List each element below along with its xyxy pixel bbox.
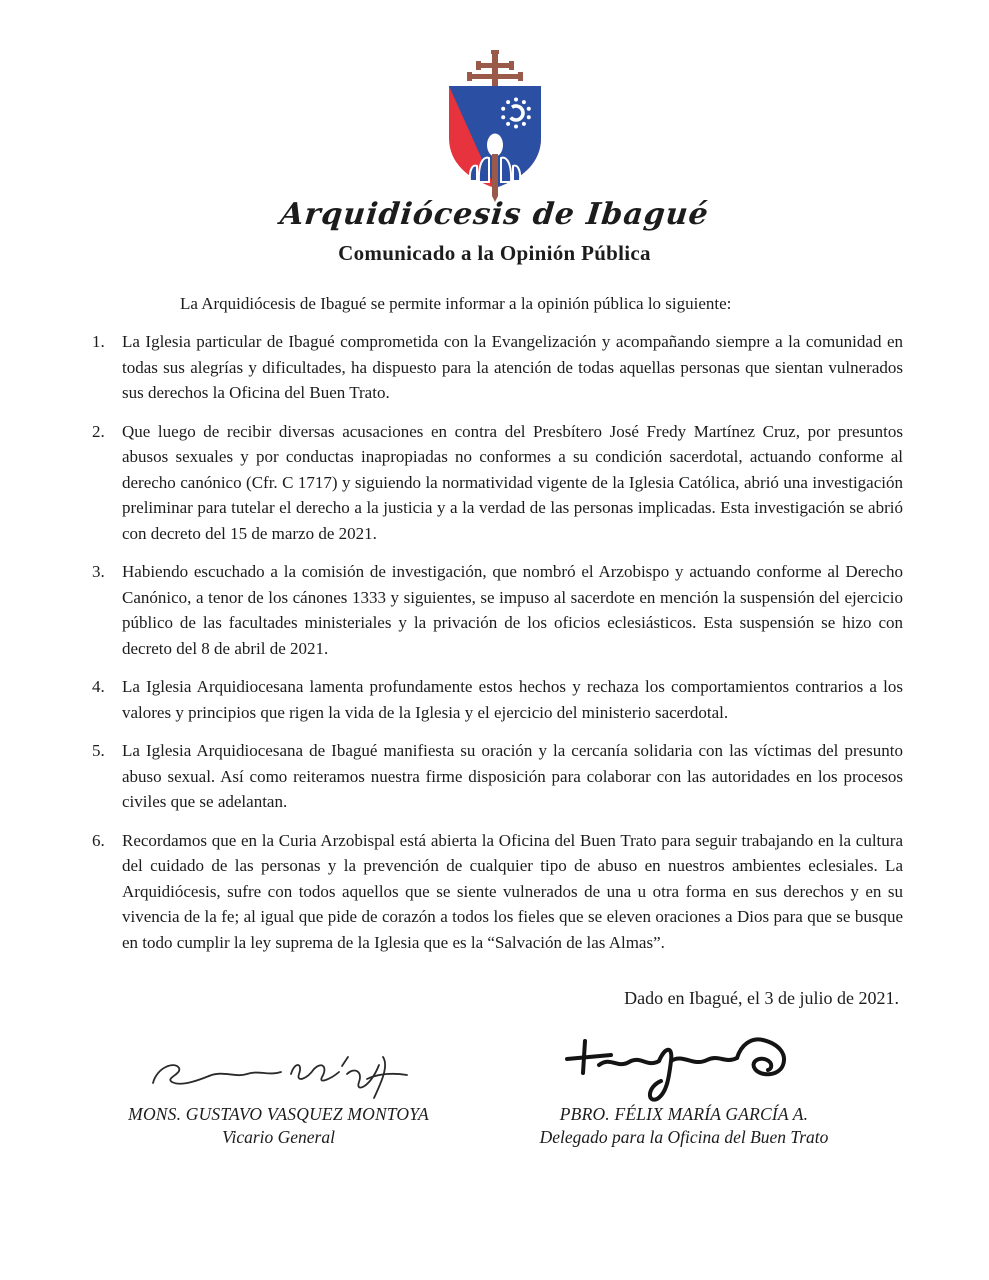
list-item <box>92 419 903 547</box>
numbered-list <box>92 329 903 955</box>
item-text: La Iglesia Arquidiocesana de Ibagué manifiesta su oración y la cercanía solidaria con las víctimas del presunto abuso sexual. Así como reiteramos nuestra firme disposición para colaborar con las autoridades en los procesos civiles que se adelantan. <box>122 741 903 811</box>
signature-block-delegado <box>465 1029 903 1149</box>
signer-role: Delegado para la Oficina del Buen Trato <box>539 1127 829 1147</box>
list-item <box>92 559 903 661</box>
item-text: La Iglesia Arquidiocesana lamenta profundamente estos hechos y rechaza los comportamientos contrarios a los valores y principios que rigen la vida de la Iglesia y el ejercicio del ministerio sacerdotal. <box>122 677 903 722</box>
signature-block-vicario <box>92 1051 465 1149</box>
archdiocese-crest-icon <box>432 50 558 202</box>
item-number: 4. <box>92 677 105 696</box>
handwritten-signature-icon <box>139 1051 419 1103</box>
signer-name: PBRO. FÉLIX MARÍA GARCÍA A. <box>559 1104 809 1124</box>
patriarchal-cross-icon <box>467 50 523 86</box>
signature-left <box>92 1051 465 1103</box>
dateline: Dado en Ibagué, el 3 de julio de 2021. <box>624 988 899 1008</box>
signer-name: MONS. GUSTAVO VASQUEZ MONTOYA <box>128 1104 429 1124</box>
item-number: 1. <box>92 332 105 351</box>
item-text: Que luego de recibir diversas acusaciones en contra del Presbítero José Fredy Martínez Cruz, por presuntos abusos sexuales y por conductas inapropiadas no conformes a su condición sacerdotal, actuando conforme al derecho canónico (Cfr. C 1717) y siguiendo la normatividad vigente de la Iglesia Católica, abrió una investigación preliminar para tutelar el derecho a la justicia y a la verdad de las personas implicadas. Esta investigación se abrió con decreto del 15 de marzo de 2021. <box>122 421 903 543</box>
list-item <box>92 738 903 815</box>
handwritten-signature-icon <box>559 1029 809 1113</box>
item-number: 5. <box>92 741 105 760</box>
intro-paragraph: La Arquidiócesis de Ibagué se permite informar a la opinión pública lo siguiente: <box>180 294 732 313</box>
list-item <box>92 828 903 956</box>
crest-container <box>0 0 989 202</box>
signer-role: Vicario General <box>222 1127 335 1147</box>
item-number: 6. <box>92 830 105 850</box>
list-item <box>92 674 903 725</box>
staff-bottom <box>492 154 498 202</box>
item-number: 3. <box>92 562 105 581</box>
page-title: Comunicado a la Opinión Pública <box>338 241 651 265</box>
list-item <box>92 329 903 406</box>
document-body <box>0 291 989 1149</box>
item-text: La Iglesia particular de Ibagué comprometida con la Evangelización y acompañando siempre a la comunidad en todas sus alegrías y dificultades, ha dispuesto para la atención de todas aquellas personas que sientan vulnerados sus derechos la Oficina del Buen Trato. <box>122 332 903 402</box>
signature-right <box>465 1029 903 1113</box>
item-number: 2. <box>92 421 105 441</box>
signature-section <box>92 1029 903 1149</box>
item-text: Habiendo escuchado a la comisión de investigación, que nombró el Arzobispo y actuando conforme al Derecho Canónico, a tenor de los cánones 1333 y siguientes, se impuso al sacerdote en mención la suspensión del ejercicio público de las facultades ministeriales y la privación de los oficios eclesiásticos. Esta suspensión se hizo con decreto del 8 de abril de 2021. <box>122 562 903 658</box>
item-text: Recordamos que en la Curia Arzobispal está abierta la Oficina del Buen Trato para seguir trabajando en la cultura del cuidado de las personas y la prevención de cualquier tipo de abuso en nuestros ambientes eclesiales. La Arquidiócesis, sufre con todos aquellos que se siente vulnerados de una u otra forma en sus derechos y en su vivencia de la fe; al igual que pide de corazón a todos los fieles que se eleven oraciones a Dios para que se busque en todo cumplir la ley suprema de la Iglesia que es la “Salvación de las Almas”. <box>122 830 903 952</box>
org-name: Arquidiócesis de Ibagué <box>278 197 711 232</box>
